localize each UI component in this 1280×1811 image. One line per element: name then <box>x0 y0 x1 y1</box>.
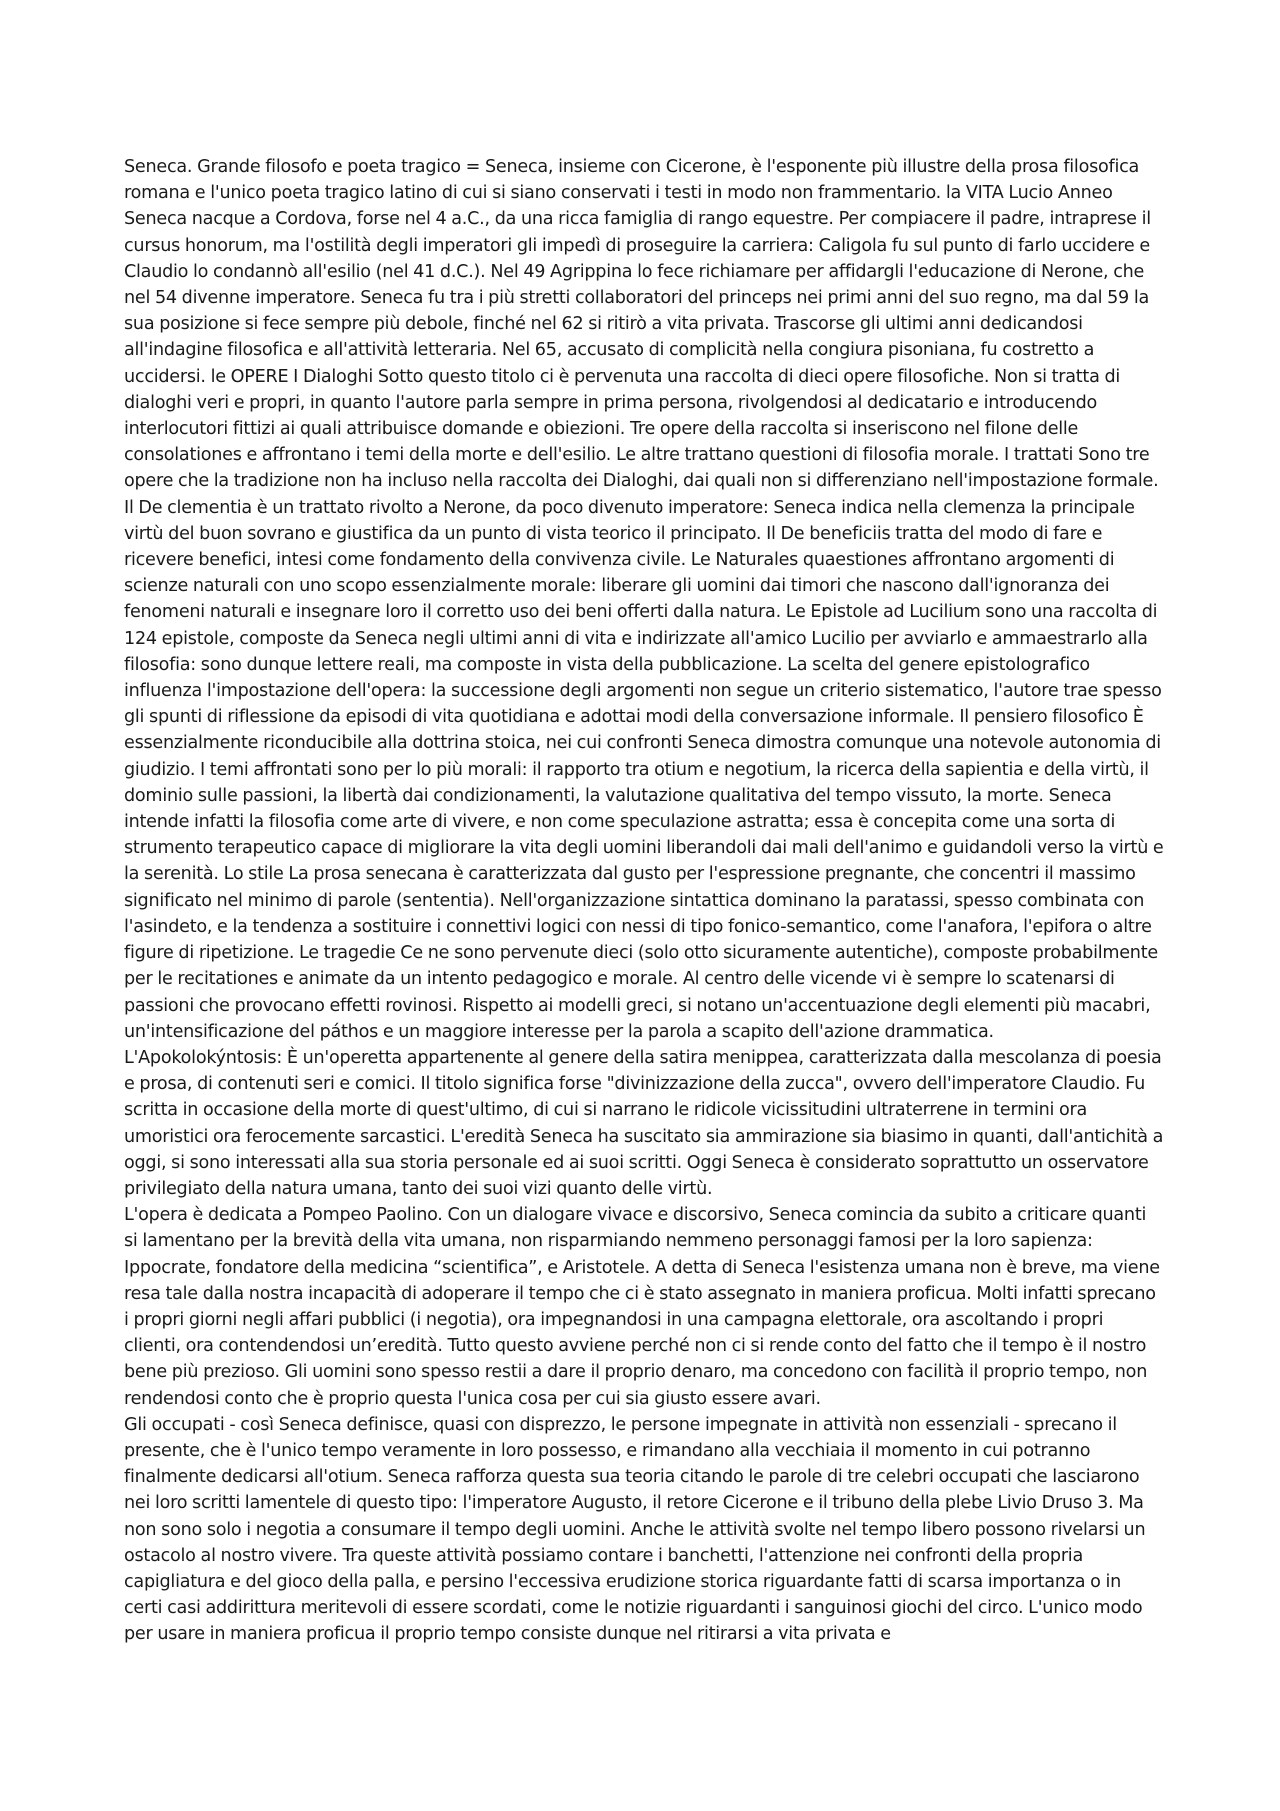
paragraph-occupati: Gli occupati - così Seneca definisce, quasi con disprezzo, le persone impegnate in attività non essenziali - sprecano il presente, che è l'unico tempo veramente in loro possesso, e rimandano alla vecchiaia il momento in cui potranno finalmente dedicarsi all'otium. Seneca rafforza questa sua teoria citando le parole di tre celebri occupati che lasciarono nei loro scritti lamentele di questo tipo: l'imperatore Augusto, il retore Cicerone e il tribuno della plebe Livio Druso 3. Ma non sono solo i negotia a consumare il tempo degli uomini. Anche le attività svolte nel tempo libero possono rivelarsi un ostacolo al nostro vivere. Tra queste attività possiamo contare i banchetti, l'attenzione nei confronti della propria capigliatura e del gioco della palla, e persino l'eccessiva erudizione storica riguardante fatti di scarsa importanza o in certi casi addirittura meritevoli di essere scordati, come le notizie riguardanti i sanguinosi giochi del circo. L'unico modo per usare in maniera proficua il proprio tempo consiste dunque nel ritirarsi a vita privata e <box>124 1414 1146 1645</box>
document-body <box>124 154 1164 1648</box>
paragraph-seneca-life-works: Seneca. Grande filosofo e poeta tragico = Seneca, insieme con Cicerone, è l'esponente più illustre della prosa filosofica romana e l'unico poeta tragico latino di cui si siano conservati i testi in modo non frammentario. la VITA Lucio Anneo Seneca nacque a Cordova, forse nel 4 a.C., da una ricca famiglia di rango equestre. Per compiacere il padre, intraprese il cursus honorum, ma l'ostilità degli imperatori gli impedì di proseguire la carriera: Caligola fu sul punto di farlo uccidere e Claudio lo condannò all'esilio (nel 41 d.C.). Nel 49 Agrippina lo fece richiamare per affidargli l'educazione di Nerone, che nel 54 divenne imperatore. Seneca fu tra i più stretti collaboratori del princeps nei primi anni del suo regno, ma dal 59 la sua posizione si fece sempre più debole, finché nel 62 si ritirò a vita privata. Trascorse gli ultimi anni dedicandosi all'indagine filosofica e all'attività letteraria. Nel 65, accusato di complicità nella congiura pisoniana, fu costretto a uccidersi. le OPERE I Dialoghi Sotto questo titolo ci è pervenuta una raccolta di dieci opere filosofiche. Non si tratta di dialoghi veri e propri, in quanto l'autore parla sempre in prima persona, rivolgendosi al dedicatario e introducendo interlocutori fittizi ai quali attribuisce domande e obiezioni. Tre opere della raccolta si inseriscono nel filone delle consolationes e affrontano i temi della morte e dell'esilio. Le altre trattano questioni di filosofia morale. I trattati Sono tre opere che la tradizione non ha incluso nella raccolta dei Dialoghi, dai quali non si differenziano nell'impostazione formale. Il De clementia è un trattato rivolto a Nerone, da poco divenuto imperatore: Seneca indica nella clemenza la principale virtù del buon sovrano e giustifica da un punto di vista teorico il principato. Il De beneficiis tratta del modo di fare e ricevere benefici, intesi come fondamento della convivenza civile. Le Naturales quaestiones affrontano argomenti di scienze naturali con uno scopo essenzialmente morale: liberare gli uomini dai timori che nascono dall'ignoranza dei fenomeni naturali e insegnare loro il corretto uso dei beni offerti dalla natura. Le Epistole ad Lucilium sono una raccolta di 124 epistole, composte da Seneca negli ultimi anni di vita e indirizzate all'amico Lucilio per avviarlo e ammaestrarlo alla filosofia: sono dunque lettere reali, ma composte in vista della pubblicazione. La scelta del genere epistolografico influenza l'impostazione dell'opera: la successione degli argomenti non segue un criterio sistematico, l'autore trae spesso gli spunti di riflessione da episodi di vita quotidiana e adottai modi della conversazione informale. Il pensiero filosofico È essenzialmente riconducibile alla dottrina stoica, nei cui confronti Seneca dimostra comunque una notevole autonomia di giudizio. I temi affrontati sono per lo più morali: il rapporto tra otium e negotium, la ricerca della sapientia e della virtù, il dominio sulle passioni, la libertà dai condizionamenti, la valutazione qualitativa del tempo vissuto, la morte. Seneca intende infatti la filosofia come arte di vivere, e non come speculazione astratta; essa è concepita come una sorta di strumento terapeutico capace di migliorare la vita degli uomini liberandoli dai mali dell'animo e guidandoli verso la virtù e la serenità. Lo stile La prosa senecana è caratterizzata dal gusto per l'espressione pregnante, che concentri il massimo significato nel minimo di parole (sententia). Nell'organizzazione sintattica dominano la paratassi, spesso combinata con l'asindeto, e la tendenza a sostituire i connettivi logici con nessi di tipo fonico-semantico, come l'anafora, l'epifora o altre figure di ripetizione. Le tragedie Ce ne sono pervenute dieci (solo otto sicuramente autentiche), composte probabilmente per le recitationes e animate da un intento pedagogico e morale. Al centro delle vicende vi è sempre lo scatenarsi di passioni che provocano effetti rovinosi. Rispetto ai modelli greci, si notano un'accentuazione degli elementi più macabri, un'intensificazione del páthos e un maggiore interesse per la parola a scapito dell'azione drammatica. <box>124 157 1164 1042</box>
paragraph-apokolokyntosis: L'Apokolokýntosis: È un'operetta appartenente al genere della satira menippea, caratterizzata dalla mescolanza di poesia e prosa, di contenuti seri e comici. Il titolo significa forse "divinizzazione della zucca", ovvero dell'imperatore Claudio. Fu scritta in occasione della morte di quest'ultimo, di cui si narrano le ridicole vicissitudini ultraterrene in termini ora umoristici ora ferocemente sarcastici. L'eredità Seneca ha suscitato sia ammirazione sia biasimo in quanti, dall'antichità a oggi, si sono interessati alla sua storia personale ed ai suoi scritti. Oggi Seneca è considerato soprattutto un osservatore privilegiato della natura umana, tanto dei suoi vizi quanto delle virtù. <box>124 1047 1164 1199</box>
paragraph-de-brevitate-intro: L'opera è dedicata a Pompeo Paolino. Con un dialogare vivace e discorsivo, Seneca comincia da subito a criticare quanti si lamentano per la brevità della vita umana, non risparmiando nemmeno personaggi famosi per la loro sapienza: Ippocrate, fondatore della medicina “scientifica”, e Aristotele. A detta di Seneca l'esistenza umana non è breve, ma viene resa tale dalla nostra incapacità di adoperare il tempo che ci è stato assegnato in maniera proficua. Molti infatti sprecano i propri giorni negli affari pubblici (i negotia), ora impegnandosi in una campagna elettorale, ora ascoltando i propri clienti, ora contendendosi un’eredità. Tutto questo avviene perché non ci si rende conto del fatto che il tempo è il nostro bene più prezioso. Gli uomini sono spesso restii a dare il proprio denaro, ma concedono con facilità il proprio tempo, non rendendosi conto che è proprio questa l'unica cosa per cui sia giusto essere avari. <box>124 1205 1160 1409</box>
